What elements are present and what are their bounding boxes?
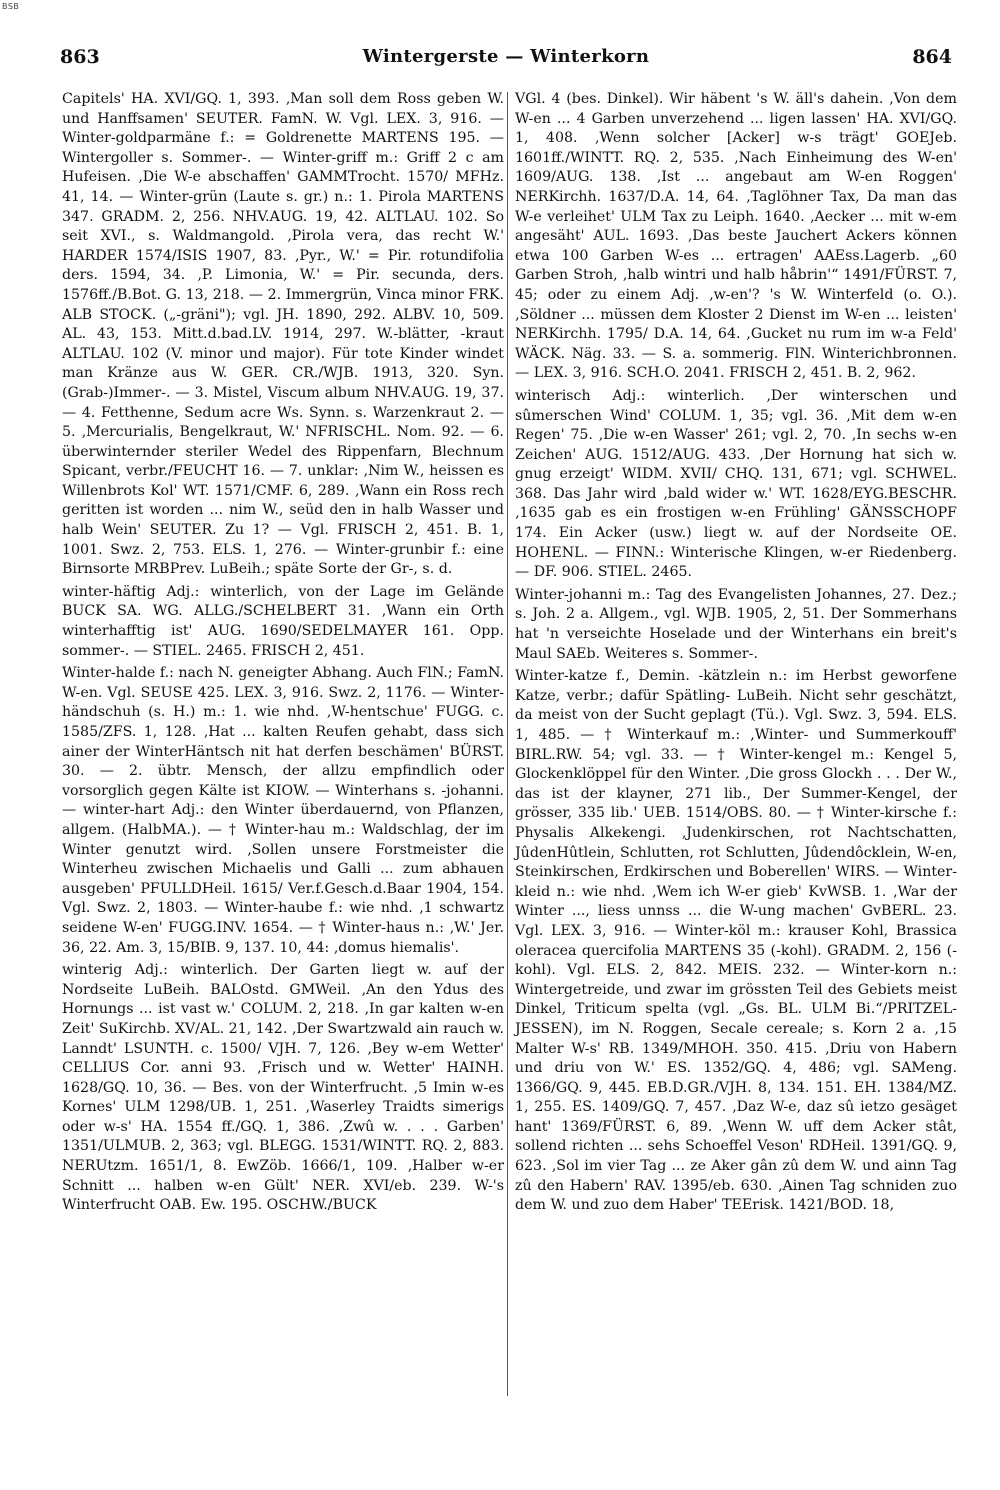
left-entry-winter-haeftig: winter-häftig Adj.: winterlich, von der Lage im Gelände BUCK SA. WG. ALLG./SCHELBERT 31. ‚Wann ein Orth winterhafftig ist' AUG. 1690/SEDELMAYER 161. Opp. sommer-. — STIEL. 2465. FRISCH 2, 451. xyxy=(62,583,504,659)
left-entry-winter-halde: Winter-halde f.: nach N. geneigter Abhang. Auch FlN.; FamN. W-en. Vgl. SEUSE 425. LEX. 3, 916. Swz. 2, 1176. — Winter-händschuh (s. H.) m.: 1. wie nhd. ‚W-hentschue' FUGG. c. 1585/ZFS. 1, 128. ‚Hat ... kalten Reufen gehabt, dass sich ainer der WinterHäntsch nit hat derfen beschämen' BÜRST. 30. — 2. übtr. Mensch, der allzu empfindlich oder vorsorglich gegen Kälte ist KIOW. — Winterhans s. -johanni. — winter-hart Adj.: den Winter überdauernd, von Pflanzen, allgem. (HalbMA.). — † Winter-hau m.: Waldschlag, der im Winter genutzt wird. ‚Sollen unsere Forstmeister die Winterheu zwischen Michaelis und Galli ... zum abhauen ausgeben' PFULLDHeil. 1615/ Ver.f.Gesch.d.Baar 1904, 154. Vgl. Swz. 2, 1803. — Winter-haube f.: wie nhd. ‚1 schwartz seidene W-en' FUGG.INV. 1654. — † Winter-haus n.: ‚W.' Jer. 36, 22. Am. 3, 15/BIB. 9, 137. 10, 44: ‚domus hiemalis'. xyxy=(62,665,504,956)
right-entry-winterisch: winterisch Adj.: winterlich. ‚Der winterschen und sûmerschen Wind' COLUM. 1, 35; vgl. 36. ‚Mit dem w-en Regen' 75. ‚Die w-en Wasser' 261; vgl. 2, 70. ‚In sechs w-en Zeichen' AUG. 1512/AUG. 433. ‚Der Hornung hat sich w. gnug erzeigt' WIDM. XVII/ CHQ. 131, 671; vgl. SCHWEL. 368. Das Jahr wird ‚bald wider w.' WT. 1628/EYG.BESCHR. ‚1635 gab es ein frostigen w-en Frühling' GÄNSSCHOPF 174. Ein Acker (usw.) liegt w. auf der Nordseite OE. HOHENL. — FINN.: Winterische Klingen, w-er Riedenberg. — DF. 906. STIEL. 2465. xyxy=(515,387,957,581)
right-entry-continuation: VGl. 4 (bes. Dinkel). Wir häbent 's W. äll's dahein. ‚Von dem W-en ... 4 Garben unverzehend ... ligen lassen' HA. XVI/GQ. 1, 408. ‚Wenn solcher [Acker] w-s trägt' GOEJeb. 1601ff./WINTT. RQ. 2, 535. ‚Nach Einheimung des W-en' 1609/AUG. 138. ‚Ist ... angebaut am W-en Roggen' NERKirchh. 1637/D.A. 14, 64. ‚Taglöhner Tax, Da man das W-e verleihet' ULM Tax zu Leiph. 1640. ‚Aecker ... mit w-em angesäht' AUL. 1693. ‚Das beste Jauchert Ackers können etwa 100 Garben W-es ... ertragen' AAEss.Lagerb. „60 Garben Stroh, ‚halb wintri und halb håbrin'“ 1491/FÜRST. 7, 45; oder zu einem Adj. ‚w-en'? 's W. Winterfeld (o. O.). ‚Söldner ... müssen dem Kloster 2 Dienst im W-en ... leisten' NERKirchh. 1795/ D.A. 14, 64. ‚Gucket nu rum im w-a Feld' WÄCK. Näg. 33. — S. a. sommerig. FlN. Winterichbronnen. — LEX. 3, 916. SCH.O. 2041. FRISCH 2, 451. B. 2, 962. xyxy=(515,91,957,382)
page-number-left: 863 xyxy=(60,46,100,68)
right-entry-winter-johanni: Winter-johanni m.: Tag des Evangelisten Johannes, 27. Dez.; s. Joh. 2 a. Allgem., vgl. WJB. 1905, 2, 51. Der Sommerhans hat 'n verseichte Hoselade und der Winterhans ein breit's Maul SAEb. Weiteres s. Sommer-. xyxy=(515,586,957,662)
left-entry-capitels: Capitels' HA. XVI/GQ. 1, 393. ‚Man soll dem Ross geben W. und Hanffsamen' SEUTER. FamN. W. Vgl. LEX. 3, 916. — Winter-goldparmäne f.: = Goldrenette MARTENS 195. — Wintergoller s. Sommer-. — Winter-griff m.: Griff 2 c am Hufeisen. ‚Die W-e abschaffen' GAMMTrocht. 1570/ MFHz. 41, 14. — Winter-grün (Laute s. gr.) n.: 1. Pirola MARTENS 347. GRADM. 2, 256. NHV.AUG. 19, 42. ALTLAU. 102. So seit XVI., s. Waldmangold. ‚Pirola vera, das recht W.' HARDER 1574/ISIS 1907, 83. ‚Pyr., W.' = Pir. rotundifolia ders. 1594, 34. ‚P. Limonia, W.' = Pir. secunda, ders. 1576ff./B.Bot. G. 13, 218. — 2. Immergrün, Vinca minor FRK. ALB STOCK. („-gräni"); vgl. JH. 1890, 292. ALBV. 10, 509. AL. 43, 153. Mitt.d.bad.LV. 1914, 297. W.-blätter, -kraut ALTLAU. 102 (V. minor und major). Für tote Kinder windet man Kränze aus W. GER. CR./WJB. 1913, 320. Syn. (Grab-)Immer-. — 3. Mistel, Viscum album NHV.AUG. 19, 37. — 4. Fetthenne, Sedum acre Ws. Synn. s. Warzenkraut 2. — 5. ‚Mercurialis, Bengelkraut, W.' NFRISCHL. Nom. 92. — 6. überwinternder steriler Wedel des Rippenfarn, Blechnum Spicant, verbr./FEUCHT 16. — 7. unklar: ‚Nim W., heissen es Willenbrots Kol' WT. 1571/CMF. 6, 289. ‚Wann ein Ross rech geritten ist worden ... nim W., seüd den in halb Wasser und halb Wein' SEUTER. Zu 1? — Vgl. FRISCH 2, 451. B. 1, 1001. Swz. 2, 753. ELS. 1, 276. — Winter-grunbir f.: eine Birnsorte MRBPrev. LuBeih.; späte Sorte der Gr-, s. d. xyxy=(62,91,504,578)
page-number-right: 864 xyxy=(912,46,952,68)
page-header xyxy=(60,46,952,74)
right-entry-winter-katze: Winter-katze f., Demin. -kätzlein n.: im Herbst geworfene Katze, verbr.; dafür Spätling- LuBeih. Nicht sehr geschätzt, da meist von der Sucht geplagt (Tü.). Vgl. Swz. 3, 594. ELS. 1, 485. — † Winterkauf m.: ‚Winter- und Summerkouff' BIRL.RW. 54; vgl. 33. — † Winter-kengel m.: Kengel 5, Glockenklöppel für den Winter. ‚Die gross Glockh . . . Der W., das ist der klayner, 271 lib., Der Summer-Kengel, der grösser, 335 lib.' UEB. 1514/OBS. 80. — † Winter-kirsche f.: Physalis Alkekengi. ‚Judenkirschen, rot Nachtschatten, JûdenHûtlein, Schlutten, rot Schlutten, Jûdendôcklein, W-en, Steinkirschen, Erdkirschen und Boberellen' WIRS. — Winter-kleid n.: wie nhd. ‚Wem ich W-er gieb' KvWSB. 1. ‚War der Winter ..., liess unnss ... die W-ung machen' GvBERL. 23. Vgl. LEX. 3, 916. — Winter-köl m.: krauser Kohl, Brassica oleracea quercifolia MARTENS 35 (-kohl). GRADM. 2, 156 (-kohl). Vgl. ELS. 2, 842. MEIS. 232. — Winter-korn n.: Wintergetreide, und zwar im grössten Teil des Gebiets meist Dinkel, Triticum spelta (vgl. „Gs. BL. ULM Bi.“/PRITZEL-JESSEN), im N. Roggen, Secale cereale; s. Korn 2 a. ‚15 Malter W-s' RB. 1349/MHOH. 350. 415. ‚Driu von Habern und driu von W.' ES. 1352/GQ. 4, 486; vgl. SAMeng. 1366/GQ. 9, 445. EB.D.GR./VJH. 8, 134. 151. EH. 1384/MZ. 1, 255. ES. 1409/GQ. 7, 457. ‚Daz W-e, daz sû ietzo gesäget hant' 1369/FÜRST. 6, 89. ‚Wenn W. uff dem Acker stât, sollend richten ... sehs Schoeffel Veson' RDHeil. 1391/GQ. 9, 623. ‚Sol im vier Tag ... ze Aker gân zû dem W. und ainn Tag zû den Habern' RAV. 1395/eb. 630. ‚Ainen Tag schniden zuo dem W. und zuo dem Haber' TEErisk. 1421/BOD. 18, xyxy=(515,668,957,1214)
right-column xyxy=(515,90,957,1219)
column-divider xyxy=(507,92,508,1396)
library-stamp: BSB xyxy=(2,2,20,11)
running-title: Wintergerste — Winterkorn xyxy=(362,46,650,67)
left-column xyxy=(62,90,504,1219)
left-entry-winterig: winterig Adj.: winterlich. Der Garten liegt w. auf der Nordseite LuBeih. BALOstd. GMWeil. ‚An den Ydus des Hornungs ... ist vast w.' COLUM. 2, 218. ‚In gar kalten w-en Zeit' SuKirchb. XV/AL. 21, 142. ‚Der Swartzwald ain rauch w. Lanndt' LSUNTH. c. 1500/ VJH. 7, 126. ‚Bey w-em Wetter' CELLIUS Cor. anni 93. ‚Frisch und w. Wetter' HAINH. 1628/GQ. 10, 36. — Bes. von der Winterfrucht. ‚5 Imin w-es Kornes' ULM 1298/UB. 1, 251. ‚Waserley Traidts simerigs oder w-s' HA. 1554 ff./GQ. 1, 386. ‚Zwû w. . . . Garben' 1351/ULMUB. 2, 363; vgl. BLEGG. 1531/WINTT. RQ. 2, 883. NERUtzm. 1651/1, 8. EwZöb. 1666/1, 109. ‚Halber w-er Schnitt ... halben w-en Gült' NER. XVI/eb. 239. W-'s Winterfrucht OAB. Ew. 195. OSCHW./BUCK xyxy=(62,962,505,1214)
